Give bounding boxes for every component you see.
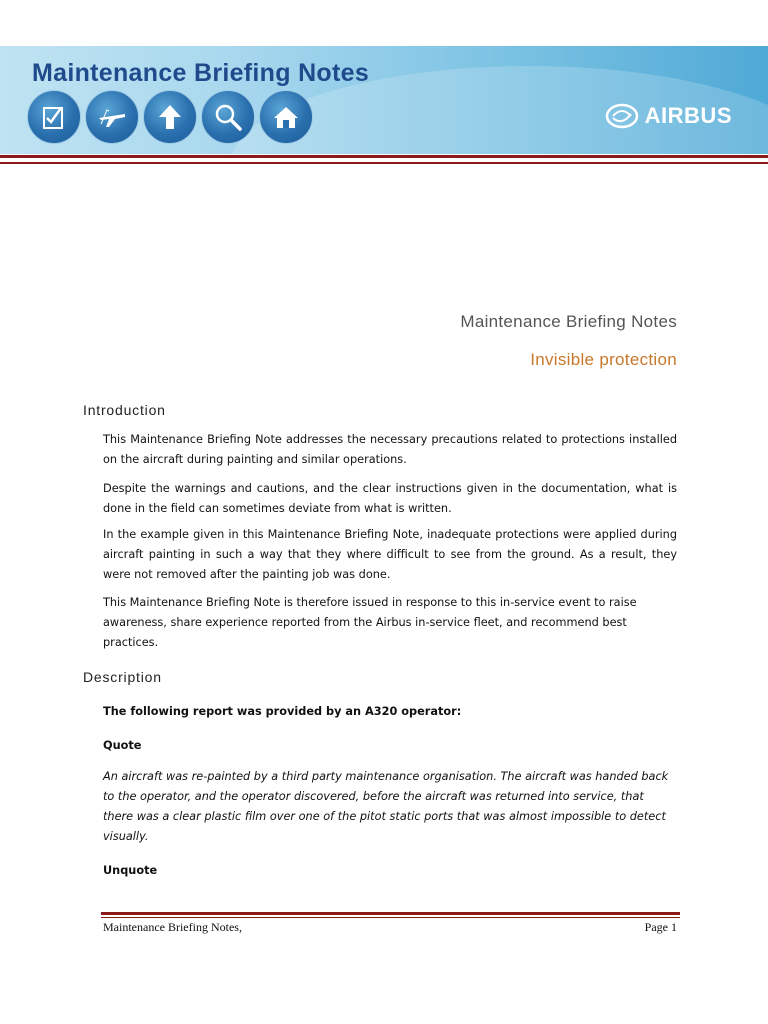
header-rule bbox=[0, 155, 768, 158]
document-subtitle: Invisible protection bbox=[530, 350, 677, 369]
unquote-label: Unquote bbox=[103, 864, 158, 877]
magnifier-icon bbox=[201, 90, 255, 144]
header-rule-thin bbox=[0, 162, 768, 164]
airbus-logo bbox=[605, 102, 732, 130]
section-heading-introduction: Introduction bbox=[83, 402, 166, 418]
house-icon bbox=[259, 90, 313, 144]
intro-paragraph: This Maintenance Briefing Note is therefore issued in response to this in-service event to raise awareness, share experience reported from the Airbus in-service fleet, and recommend best practices. bbox=[103, 596, 637, 649]
quote-text: An aircraft was re-painted by a third party maintenance organisation. The aircraft was handed back to the operator, and the operator discovered, before the aircraft was returned into service, that there was a clear plastic film over one of the pitot static ports that was almost impossible to detect visually. bbox=[103, 770, 669, 843]
banner-title: Maintenance Briefing Notes bbox=[32, 59, 370, 87]
document-title: Maintenance Briefing Notes bbox=[460, 312, 677, 331]
description-lead: The following report was provided by an A320 operator: bbox=[103, 705, 462, 718]
footer-rule bbox=[101, 912, 680, 915]
intro-paragraph: In the example given in this Maintenance Briefing Note, inadequate protections were applied during aircraft painting in such a way that they where difficult to see from the ground. As a result, they were not removed after the painting job was done. bbox=[103, 528, 677, 581]
page-number: Page 1 bbox=[644, 920, 677, 934]
aircraft-icon bbox=[85, 90, 139, 144]
footer-left-text: Maintenance Briefing Notes, bbox=[103, 920, 242, 934]
quote-label: Quote bbox=[103, 739, 142, 752]
intro-paragraph: This Maintenance Briefing Note addresses the necessary precautions related to protections installed on the aircraft during painting and similar operations. bbox=[103, 433, 677, 466]
footer-rule-thin bbox=[101, 917, 680, 918]
intro-paragraph: Despite the warnings and cautions, and the clear instructions given in the documentation, what is done in the field can sometimes deviate from what is written. bbox=[103, 482, 677, 515]
header-banner bbox=[0, 46, 768, 154]
banner-icons bbox=[27, 90, 313, 144]
airbus-swirl-icon bbox=[605, 102, 639, 130]
up-arrow-icon bbox=[143, 90, 197, 144]
checklist-icon bbox=[27, 90, 81, 144]
airbus-logo-text: AIRBUS bbox=[644, 103, 732, 128]
section-heading-description: Description bbox=[83, 669, 162, 685]
